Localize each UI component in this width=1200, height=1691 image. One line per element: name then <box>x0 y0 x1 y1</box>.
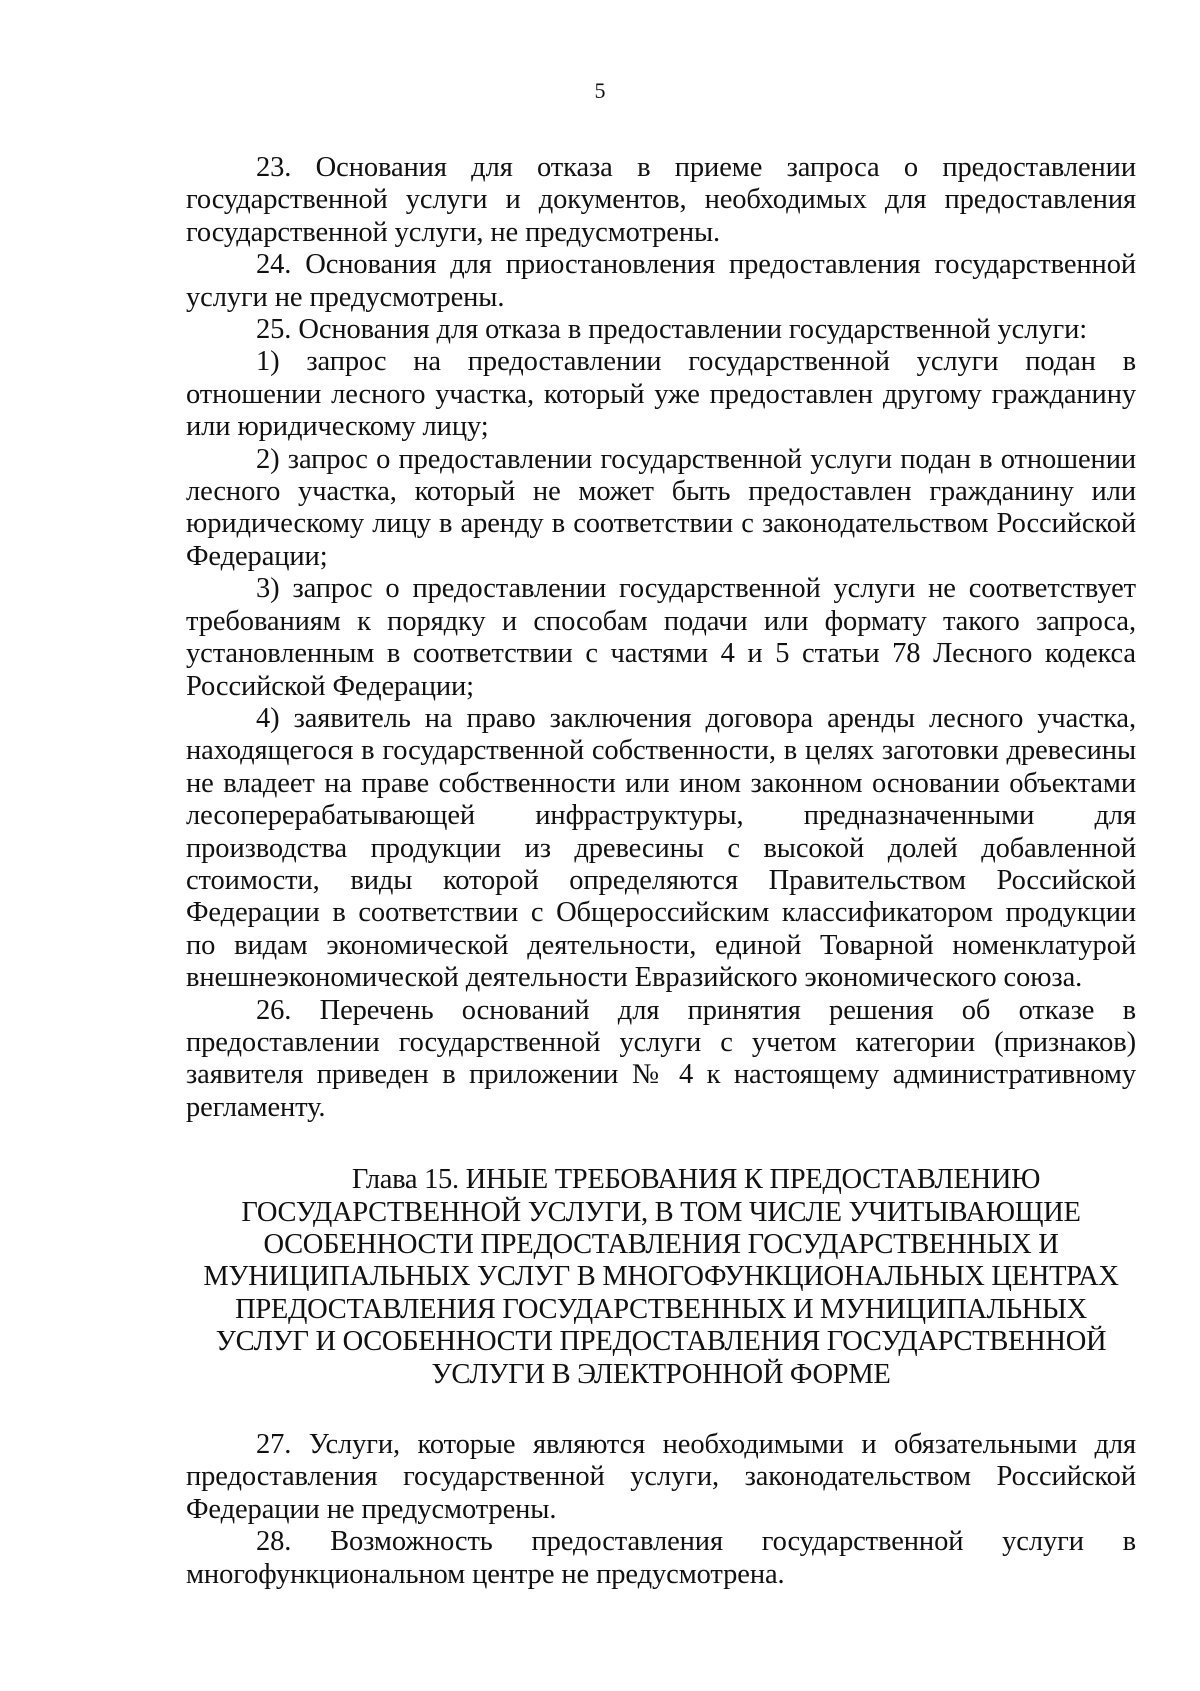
paragraph-24: 24. Основания для приостановления предоставления государственной услуги не предусмотрены. <box>186 249 1136 313</box>
chapter-heading-line: МУНИЦИПАЛЬНЫХ УСЛУГ В МНОГОФУНКЦИОНАЛЬНЫХ ЦЕНТРАХ <box>203 1261 1119 1293</box>
chapter-heading-line: Глава 15. ИНЫЕ ТРЕБОВАНИЯ К ПРЕДОСТАВЛЕНИЮ <box>351 1164 1041 1196</box>
paragraph-27: 27. Услуги, которые являются необходимыми и обязательными для предоставления государственной услуги, законодательством Российской Федерации не предусмотрены. <box>186 1429 1136 1525</box>
paragraph-26: 26. Перечень оснований для принятия решения об отказе в предоставлении государственной услуги с учетом категории (признаков) заявителя приведен в приложении № 4 к настоящему административному регламенту. <box>186 994 1136 1123</box>
chapter-heading <box>186 1164 1136 1391</box>
paragraph-25-item-3: 3) запрос о предоставлении государственной услуги не соответствует требованиям к порядку и способам подачи или формату такого запроса, установленным в соответствии с частями 4 и 5 статьи 78 Лесного кодекса Российской Федерации; <box>186 573 1136 702</box>
paragraph-28: 28. Возможность предоставления государственной услуги в многофункциональном центре не предусмотрена. <box>186 1526 1136 1590</box>
chapter-heading-line: УСЛУГ И ОСОБЕННОСТИ ПРЕДОСТАВЛЕНИЯ ГОСУДАРСТВЕННОЙ <box>215 1326 1107 1358</box>
paragraph-25: 25. Основания для отказа в предоставлении государственной услуги: <box>256 314 1088 346</box>
paragraph-25-item-1: 1) запрос на предоставлении государственной услуги подан в отношении лесного участка, который уже предоставлен другому гражданину или юридическому лицу; <box>186 346 1136 443</box>
paragraph-23: 23. Основания для отказа в приеме запроса о предоставлении государственной услуги и документов, необходимых для предоставления государственной услуги, не предусмотрены. <box>186 152 1136 248</box>
paragraph-25-item-4: 4) заявитель на право заключения договора аренды лесного участка, находящегося в государственной собственности, в целях заготовки древесины не владеет на праве собственности или ином законном основании объектами лесоперерабатывающей инфраструктуры, предназначенными для производства продукции из древесины с высокой долей добавленной стоимости, виды которой определяются Правительством Российской Федерации в соответствии с Общероссийским классификатором продукции по видам экономической деятельности, единой Товарной номенклатурой внешнеэкономической деятельности Евразийского экономического союза. <box>186 702 1136 994</box>
page-number: 5 <box>594 78 606 103</box>
chapter-heading-line: ГОСУДАРСТВЕННОЙ УСЛУГИ, В ТОМ ЧИСЛЕ УЧИТЫВАЮЩИЕ <box>241 1196 1081 1228</box>
document-body <box>186 152 1136 1591</box>
chapter-heading-line: ОСОБЕННОСТИ ПРЕДОСТАВЛЕНИЯ ГОСУДАРСТВЕННЫХ И <box>263 1229 1059 1260</box>
chapter-heading-line: УСЛУГИ В ЭЛЕКТРОННОЙ ФОРМЕ <box>431 1358 891 1390</box>
chapter-heading-line: ПРЕДОСТАВЛЕНИЯ ГОСУДАРСТВЕННЫХ И МУНИЦИПАЛЬНЫХ <box>235 1293 1087 1325</box>
paragraph-25-item-2: 2) запрос о предоставлении государственной услуги подан в отношении лесного участка, который не может быть предоставлен гражданину или юридическому лицу в аренду в соответствии с законодательством Российской Федерации; <box>186 443 1136 572</box>
